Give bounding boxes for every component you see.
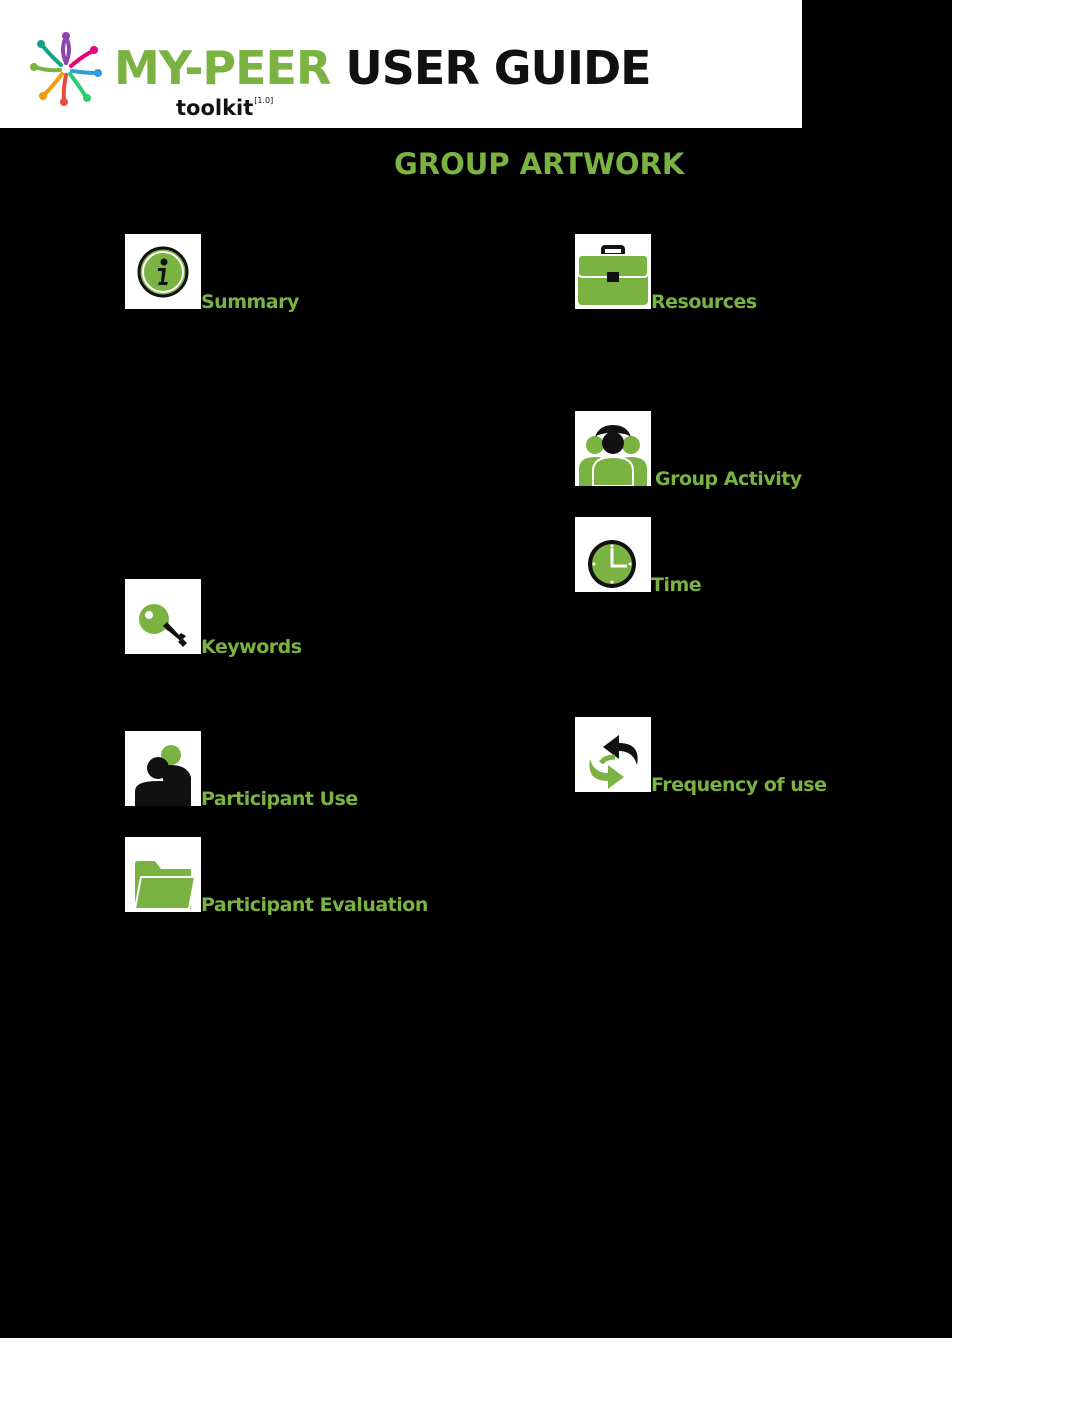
participant-evaluation-label: Participant Evaluation: [201, 894, 428, 916]
clock-icon: [575, 517, 651, 592]
frequency-label: Frequency of use: [651, 774, 827, 796]
group-icon: [575, 411, 651, 486]
header: [0, 0, 802, 128]
time-label: Time: [651, 574, 702, 596]
participant-use-label: Participant Use: [201, 788, 358, 810]
resources-label: Resources: [651, 291, 757, 313]
keywords-label: Keywords: [201, 636, 302, 658]
info-icon: [125, 234, 201, 309]
logo-flower-icon: [30, 30, 102, 108]
toolbox-icon: [575, 234, 651, 309]
users-icon: [125, 731, 201, 806]
refresh-icon: [575, 717, 651, 792]
key-icon: [125, 579, 201, 654]
toolkit-text: toolkit: [176, 96, 254, 120]
folder-icon: [125, 837, 201, 912]
group-activity-label: Group Activity: [655, 468, 802, 490]
page-title: GROUP ARTWORK: [394, 147, 685, 181]
toolkit-version: [1.0]: [254, 96, 274, 105]
brand-mypeer: MY-PEER: [114, 41, 331, 95]
summary-label: Summary: [201, 291, 299, 313]
brand-user-guide: USER GUIDE: [345, 41, 651, 95]
toolkit-label: [176, 88, 273, 121]
